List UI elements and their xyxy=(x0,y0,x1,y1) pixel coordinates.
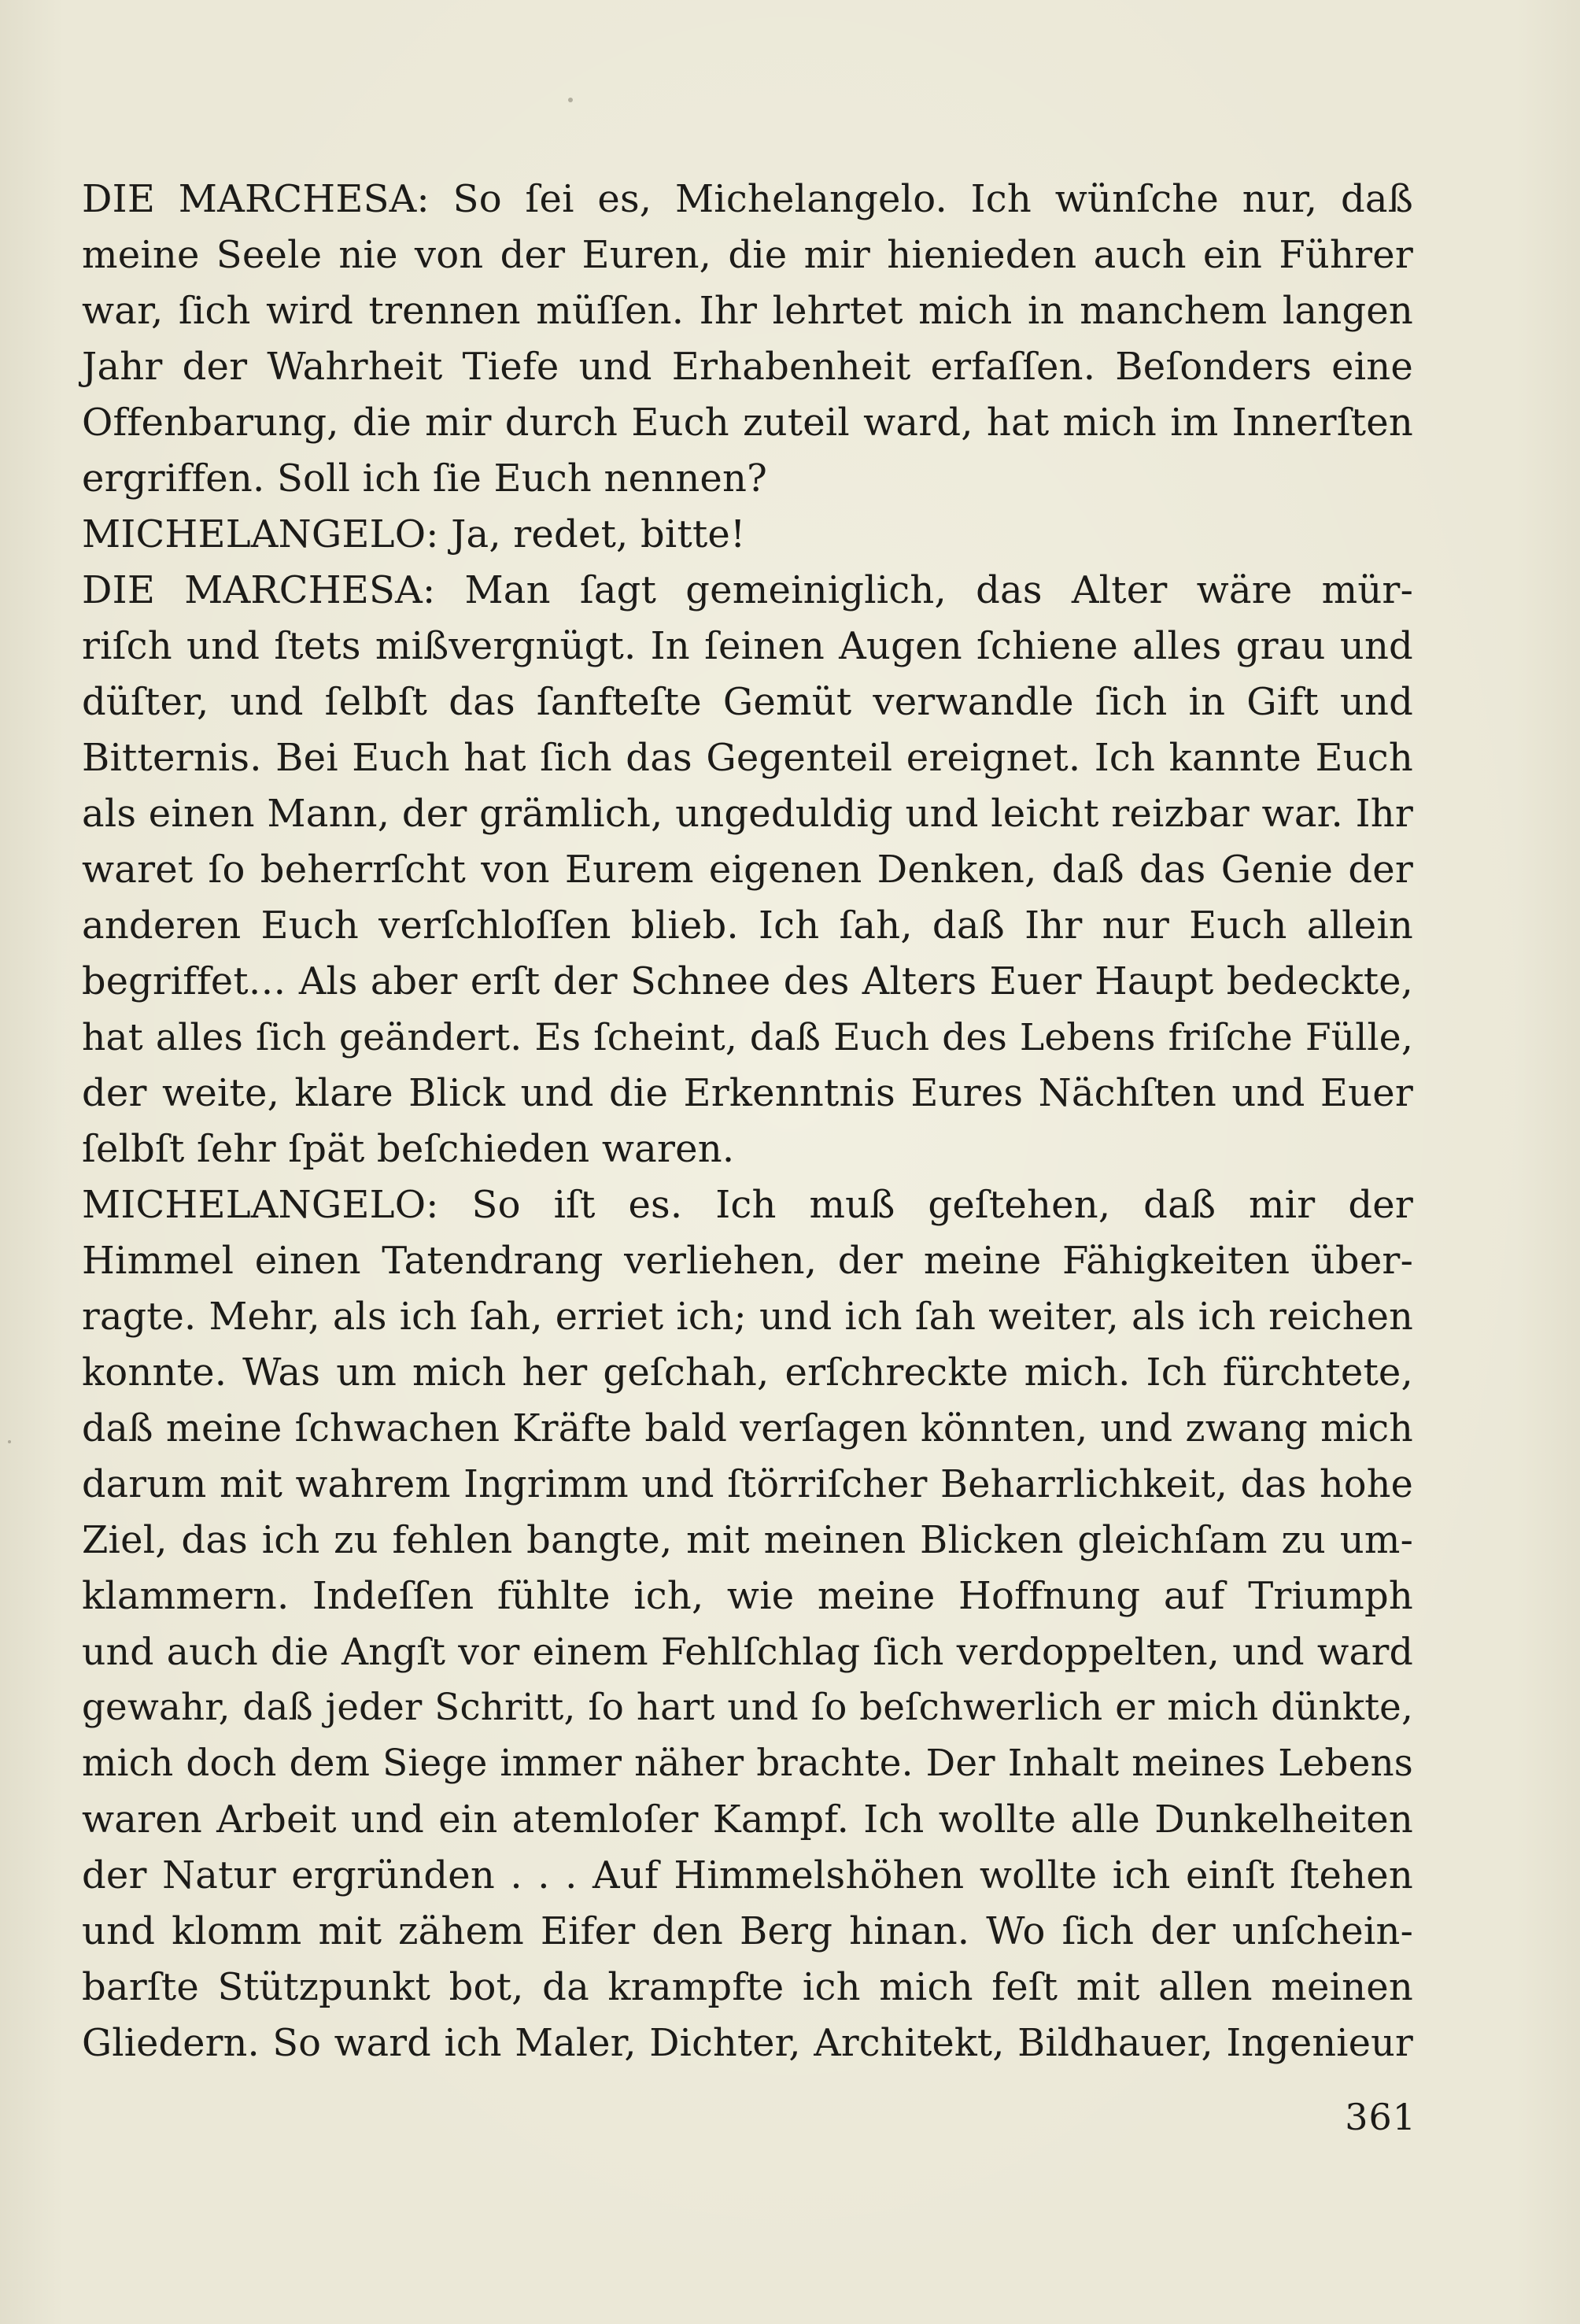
text-line: Jahr der Wahrheit Tiefe und Erhabenheit erfaſſen. Beſonders eine xyxy=(82,345,1413,389)
text-line: war, ſich wird trennen müſſen. Ihr lehrtet mich in manchem langen xyxy=(82,289,1413,333)
text-line: ragte. Mehr, als ich ſah, erriet ich; und ich ſah weiter, als ich reichen xyxy=(82,1295,1413,1339)
text-line: Gliedern. So ward ich Maler, Dichter, Architekt, Bildhauer, Ingenieur xyxy=(82,2022,1413,2065)
text-line: Bitternis. Bei Euch hat ſich das Gegenteil ereignet. Ich kannte Euch xyxy=(82,736,1413,780)
text-line: mich doch dem Siege immer näher brachte. Der Inhalt meines Lebens xyxy=(82,1742,1413,1785)
text-line: Himmel einen Tatendrang verliehen, der meine Fähigkeiten über- xyxy=(82,1239,1413,1283)
text-line: barſte Stützpunkt bot, da krampfte ich mich feſt mit allen meinen xyxy=(82,1965,1413,2009)
text-line: riſch und ſtets mißvergnügt. In ſeinen Augen ſchiene alles grau und xyxy=(82,624,1413,668)
text-line: meine Seele nie von der Euren, die mir hienieden auch ein Führer xyxy=(82,233,1413,277)
body-text xyxy=(82,172,1413,2071)
paper-speck xyxy=(568,98,573,102)
page-number: 361 xyxy=(1345,2096,1416,2138)
text-line: ſelbſt ſehr ſpät beſchieden waren. xyxy=(82,1127,735,1171)
text-line: und auch die Angſt vor einem Fehlſchlag ſich verdoppelten, und ward xyxy=(82,1631,1413,1674)
paper-speck xyxy=(8,1440,11,1443)
text-line: anderen Euch verſchloſſen blieb. Ich ſah, daß Ihr nur Euch allein xyxy=(82,903,1413,948)
text-line: DIE MARCHESA: Man ſagt gemeiniglich, das Alter wäre mür- xyxy=(82,568,1413,612)
text-line: MICHELANGELO: So iſt es. Ich muß geſtehen, daß mir der xyxy=(82,1183,1413,1227)
text-line: waret ſo beherrſcht von Eurem eigenen Denken, daß das Genie der xyxy=(82,848,1413,892)
text-line: der weite, klare Blick und die Erkenntnis Eures Nächſten und Euer xyxy=(82,1071,1413,1115)
text-line: und klomm mit zähem Eifer den Berg hinan. Wo ſich der unſchein- xyxy=(82,1909,1413,1953)
text-line: gewahr, daß jeder Schritt, ſo hart und ſo beſchwerlich er mich dünkte, xyxy=(82,1687,1413,1729)
text-line: klammern. Indeſſen fühlte ich, wie meine Hoffnung auf Triumph xyxy=(82,1574,1413,1618)
text-line: waren Arbeit und ein atemloſer Kampf. Ich wollte alle Dunkelheiten xyxy=(82,1797,1413,1842)
text-line: DIE MARCHESA: So ſei es, Michelangelo. Ich wünſche nur, daß xyxy=(82,177,1413,221)
text-line: Offenbarung, die mir durch Euch zuteil ward, hat mich im Innerſten xyxy=(82,401,1413,445)
text-line: daß meine ſchwachen Kräfte bald verſagen könnten, und zwang mich xyxy=(82,1407,1413,1450)
text-line: düſter, und ſelbſt das ſanfteſte Gemüt verwandle ſich in Gift und xyxy=(82,680,1413,724)
text-line: MICHELANGELO: Ja, redet, bitte! xyxy=(82,512,746,556)
text-line: der Natur ergründen . . . Auf Himmelshöhen wollte ich einſt ſtehen xyxy=(82,1853,1413,1897)
text-line: Ziel, das ich zu fehlen bangte, mit meinen Blicken gleichſam zu um- xyxy=(82,1518,1413,1562)
text-line: ergriffen. Soll ich ſie Euch nennen? xyxy=(82,456,768,501)
text-line: konnte. Was um mich her geſchah, erſchreckte mich. Ich fürchtete, xyxy=(82,1350,1413,1395)
text-line: als einen Mann, der grämlich, ungeduldig und leicht reizbar war. Ihr xyxy=(82,792,1413,836)
text-line: hat alles ſich geändert. Es ſcheint, daß Euch des Lebens friſche Fülle, xyxy=(82,1016,1413,1059)
text-line: darum mit wahrem Ingrimm und ſtörriſcher Beharrlichkeit, das hohe xyxy=(82,1463,1413,1506)
text-line: begriffet… Als aber erſt der Schnee des Alters Euer Haupt bedeckte, xyxy=(82,960,1413,1003)
